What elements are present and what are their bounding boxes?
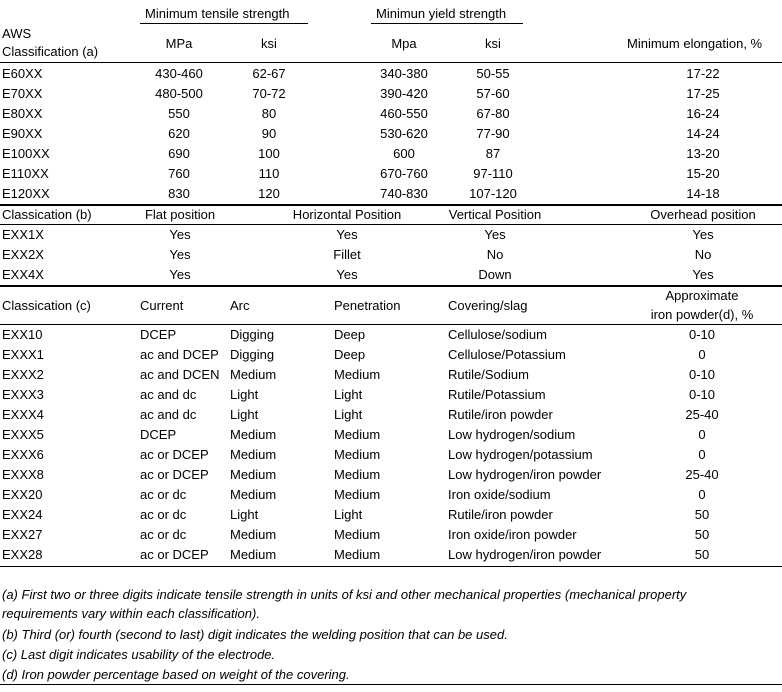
header-divider	[0, 62, 782, 63]
aws-class-cell: E90XX	[2, 126, 43, 141]
iron-powder-cell: 0	[698, 347, 706, 362]
arc-cell: Medium	[230, 427, 277, 442]
elongation-header: Minimum elongation, %	[627, 36, 763, 51]
yield-mpa-cell: 390-420	[380, 86, 428, 101]
usability-class-cell: EXXX3	[2, 387, 44, 402]
tensile-ksi-cell: 80	[261, 106, 277, 121]
horizontal-cell: Yes	[336, 267, 358, 282]
tensile-ksi-cell: 70-72	[252, 86, 286, 101]
footnote-b: (b) Third (or) fourth (second to last) digit indicates the welding position that can be used.	[2, 627, 508, 642]
current-cell: ac or dc	[140, 507, 187, 522]
iron-powder-cell: 25-40	[685, 407, 719, 422]
position-class-cell: EXX1X	[2, 227, 44, 242]
yield-mpa-cell: 600	[393, 146, 415, 161]
yield-ksi-cell: 97-110	[473, 166, 513, 181]
covering-header: Covering/slag	[448, 298, 528, 313]
overhead-cell: No	[694, 247, 712, 262]
aws-class-cell: E70XX	[2, 86, 43, 101]
covering-cell: Cellulose/sodium	[448, 327, 547, 342]
yield-ksi-cell: 50-55	[476, 66, 510, 81]
tensile-mpa-cell: 620	[168, 126, 190, 141]
tensile-ksi-cell: 100	[258, 146, 280, 161]
current-cell: ac or dc	[140, 527, 187, 542]
elongation-cell: 13-20	[686, 146, 720, 161]
vertical-cell: No	[486, 247, 504, 262]
arc-cell: Medium	[230, 467, 277, 482]
yield-group-underline	[371, 23, 523, 24]
usability-class-cell: EXXX4	[2, 407, 44, 422]
tensile-ksi-cell: 110	[258, 166, 280, 181]
position-class-header: Classication (b)	[2, 207, 92, 222]
iron-powder-cell: 50	[694, 547, 710, 562]
horizontal-cell: Fillet	[333, 247, 361, 262]
usability-class-cell: EXX28	[2, 547, 43, 562]
tensile-strength-group-title: Minimum tensile strength	[145, 6, 290, 21]
horizontal-cell: Yes	[336, 227, 358, 242]
current-cell: ac and dc	[140, 407, 197, 422]
elongation-cell: 15-20	[686, 166, 720, 181]
section-divider	[0, 285, 782, 287]
penetration-cell: Light	[334, 507, 363, 522]
arc-cell: Medium	[230, 547, 277, 562]
covering-cell: Iron oxide/iron powder	[448, 527, 577, 542]
arc-cell: Light	[230, 407, 259, 422]
covering-cell: Rutile/Sodium	[448, 367, 529, 382]
flat-cell: Yes	[169, 267, 191, 282]
usability-class-cell: EXX20	[2, 487, 43, 502]
penetration-cell: Medium	[334, 467, 381, 482]
iron-powder-cell: 0	[698, 427, 706, 442]
footer-divider	[0, 684, 782, 685]
current-cell: ac or DCEP	[140, 447, 209, 462]
iron-powder-cell: 25-40	[685, 467, 719, 482]
penetration-cell: Light	[334, 387, 363, 402]
iron-powder-header-line1: Approximate	[665, 288, 739, 303]
arc-cell: Medium	[230, 487, 277, 502]
covering-cell: Rutile/iron powder	[448, 407, 553, 422]
yield-ksi-header: ksi	[485, 36, 501, 51]
usability-class-header: Classication (c)	[2, 298, 91, 313]
covering-cell: Iron oxide/sodium	[448, 487, 551, 502]
current-cell: ac and DCEP	[140, 347, 219, 362]
aws-class-cell: E120XX	[2, 186, 50, 201]
covering-cell: Cellulose/Potassium	[448, 347, 566, 362]
yield-mpa-cell: 460-550	[380, 106, 428, 121]
usability-class-cell: EXX27	[2, 527, 43, 542]
penetration-cell: Deep	[334, 327, 366, 342]
yield-mpa-cell: 340-380	[380, 66, 428, 81]
footnote-c: (c) Last digit indicates usability of the electrode.	[2, 647, 276, 662]
footnote-a-line1: (a) First two or three digits indicate tensile strength in units of ksi and other mechanical properties (mechanical property	[2, 587, 687, 602]
tensile-mpa-header: MPa	[165, 36, 193, 51]
usability-class-cell: EXXX2	[2, 367, 44, 382]
flat-cell: Yes	[169, 247, 191, 262]
usability-class-cell: EXX10	[2, 327, 43, 342]
arc-cell: Digging	[230, 327, 275, 342]
penetration-cell: Medium	[334, 487, 381, 502]
penetration-cell: Medium	[334, 547, 381, 562]
vertical-position-header: Vertical Position	[448, 207, 542, 222]
current-cell: ac or DCEP	[140, 547, 209, 562]
covering-cell: Rutile/iron powder	[448, 507, 553, 522]
usability-header-divider	[0, 324, 782, 325]
position-class-cell: EXX4X	[2, 267, 44, 282]
section-divider	[0, 204, 782, 206]
penetration-header: Penetration	[334, 298, 401, 313]
covering-cell: Rutile/Potassium	[448, 387, 546, 402]
aws-class-cell: E60XX	[2, 66, 43, 81]
elongation-cell: 16-24	[686, 106, 720, 121]
yield-ksi-cell: 87	[485, 146, 501, 161]
aws-class-cell: E80XX	[2, 106, 43, 121]
current-header: Current	[140, 298, 184, 313]
arc-cell: Medium	[230, 447, 277, 462]
aws-class-cell: E110XX	[2, 166, 49, 181]
iron-powder-cell: 0-10	[688, 367, 716, 382]
iron-powder-cell: 0-10	[688, 327, 716, 342]
current-cell: ac or DCEP	[140, 467, 209, 482]
tensile-mpa-cell: 760	[168, 166, 190, 181]
tensile-mpa-cell: 430-460	[155, 66, 203, 81]
yield-mpa-cell: 740-830	[380, 186, 428, 201]
position-class-cell: EXX2X	[2, 247, 44, 262]
tensile-mpa-cell: 690	[168, 146, 190, 161]
elongation-cell: 14-24	[686, 126, 720, 141]
iron-powder-cell: 50	[694, 507, 710, 522]
aws-label: AWS	[2, 26, 32, 41]
yield-ksi-cell: 57-60	[476, 86, 510, 101]
tensile-mpa-cell: 830	[168, 186, 190, 201]
penetration-cell: Medium	[334, 527, 381, 542]
yield-ksi-cell: 107-120	[469, 186, 517, 201]
current-cell: DCEP	[140, 327, 177, 342]
aws-classification-label: Classification (a)	[2, 44, 99, 59]
yield-mpa-cell: 530-620	[380, 126, 428, 141]
arc-header: Arc	[230, 298, 250, 313]
elongation-cell: 14-18	[686, 186, 720, 201]
usability-class-cell: EXXX6	[2, 447, 44, 462]
penetration-cell: Medium	[334, 367, 381, 382]
penetration-cell: Deep	[334, 347, 366, 362]
covering-cell: Low hydrogen/iron powder	[448, 547, 602, 562]
flat-cell: Yes	[169, 227, 191, 242]
arc-cell: Light	[230, 387, 259, 402]
covering-cell: Low hydrogen/sodium	[448, 427, 576, 442]
yield-mpa-header: Mpa	[391, 36, 417, 51]
vertical-cell: Down	[478, 267, 512, 282]
current-cell: ac and DCEN	[140, 367, 220, 382]
covering-cell: Low hydrogen/potassium	[448, 447, 593, 462]
penetration-cell: Medium	[334, 447, 381, 462]
horizontal-position-header: Horizontal Position	[292, 207, 402, 222]
penetration-cell: Medium	[334, 427, 381, 442]
flat-position-header: Flat position	[144, 207, 216, 222]
iron-powder-cell: 0-10	[688, 387, 716, 402]
iron-powder-cell: 0	[698, 487, 706, 502]
iron-powder-header-line2: iron powder(d), %	[650, 307, 754, 322]
usability-class-cell: EXXX5	[2, 427, 44, 442]
footnote-a-line2: requirements vary within each classification).	[2, 606, 260, 621]
usability-class-cell: EXXX8	[2, 467, 44, 482]
footnote-d: (d) Iron powder percentage based on weight of the covering.	[2, 667, 350, 682]
yield-ksi-cell: 77-90	[476, 126, 510, 141]
tensile-ksi-cell: 62-67	[252, 66, 286, 81]
tensile-ksi-cell: 90	[261, 126, 277, 141]
yield-mpa-cell: 670-760	[380, 166, 428, 181]
overhead-position-header: Overhead position	[650, 207, 756, 222]
arc-cell: Medium	[230, 367, 277, 382]
iron-powder-cell: 0	[698, 447, 706, 462]
current-cell: ac and dc	[140, 387, 197, 402]
aws-class-cell: E100XX	[2, 146, 50, 161]
penetration-cell: Light	[334, 407, 363, 422]
current-cell: ac or dc	[140, 487, 187, 502]
table-bottom-divider	[0, 566, 782, 567]
arc-cell: Medium	[230, 527, 277, 542]
current-cell: DCEP	[140, 427, 177, 442]
overhead-cell: Yes	[692, 227, 714, 242]
yield-ksi-cell: 67-80	[476, 106, 510, 121]
elongation-cell: 17-22	[686, 66, 720, 81]
arc-cell: Digging	[230, 347, 275, 362]
arc-cell: Light	[230, 507, 259, 522]
yield-strength-group-title: Minimun yield strength	[376, 6, 507, 21]
covering-cell: Low hydrogen/iron powder	[448, 467, 602, 482]
tensile-ksi-header: ksi	[261, 36, 277, 51]
tensile-group-underline	[140, 23, 308, 24]
usability-class-cell: EXX24	[2, 507, 43, 522]
iron-powder-cell: 50	[694, 527, 710, 542]
tensile-mpa-cell: 480-500	[155, 86, 203, 101]
usability-class-cell: EXXX1	[2, 347, 44, 362]
tensile-mpa-cell: 550	[168, 106, 190, 121]
elongation-cell: 17-25	[686, 86, 720, 101]
tensile-ksi-cell: 120	[258, 186, 280, 201]
position-header-divider	[0, 224, 782, 225]
vertical-cell: Yes	[484, 227, 506, 242]
overhead-cell: Yes	[692, 267, 714, 282]
